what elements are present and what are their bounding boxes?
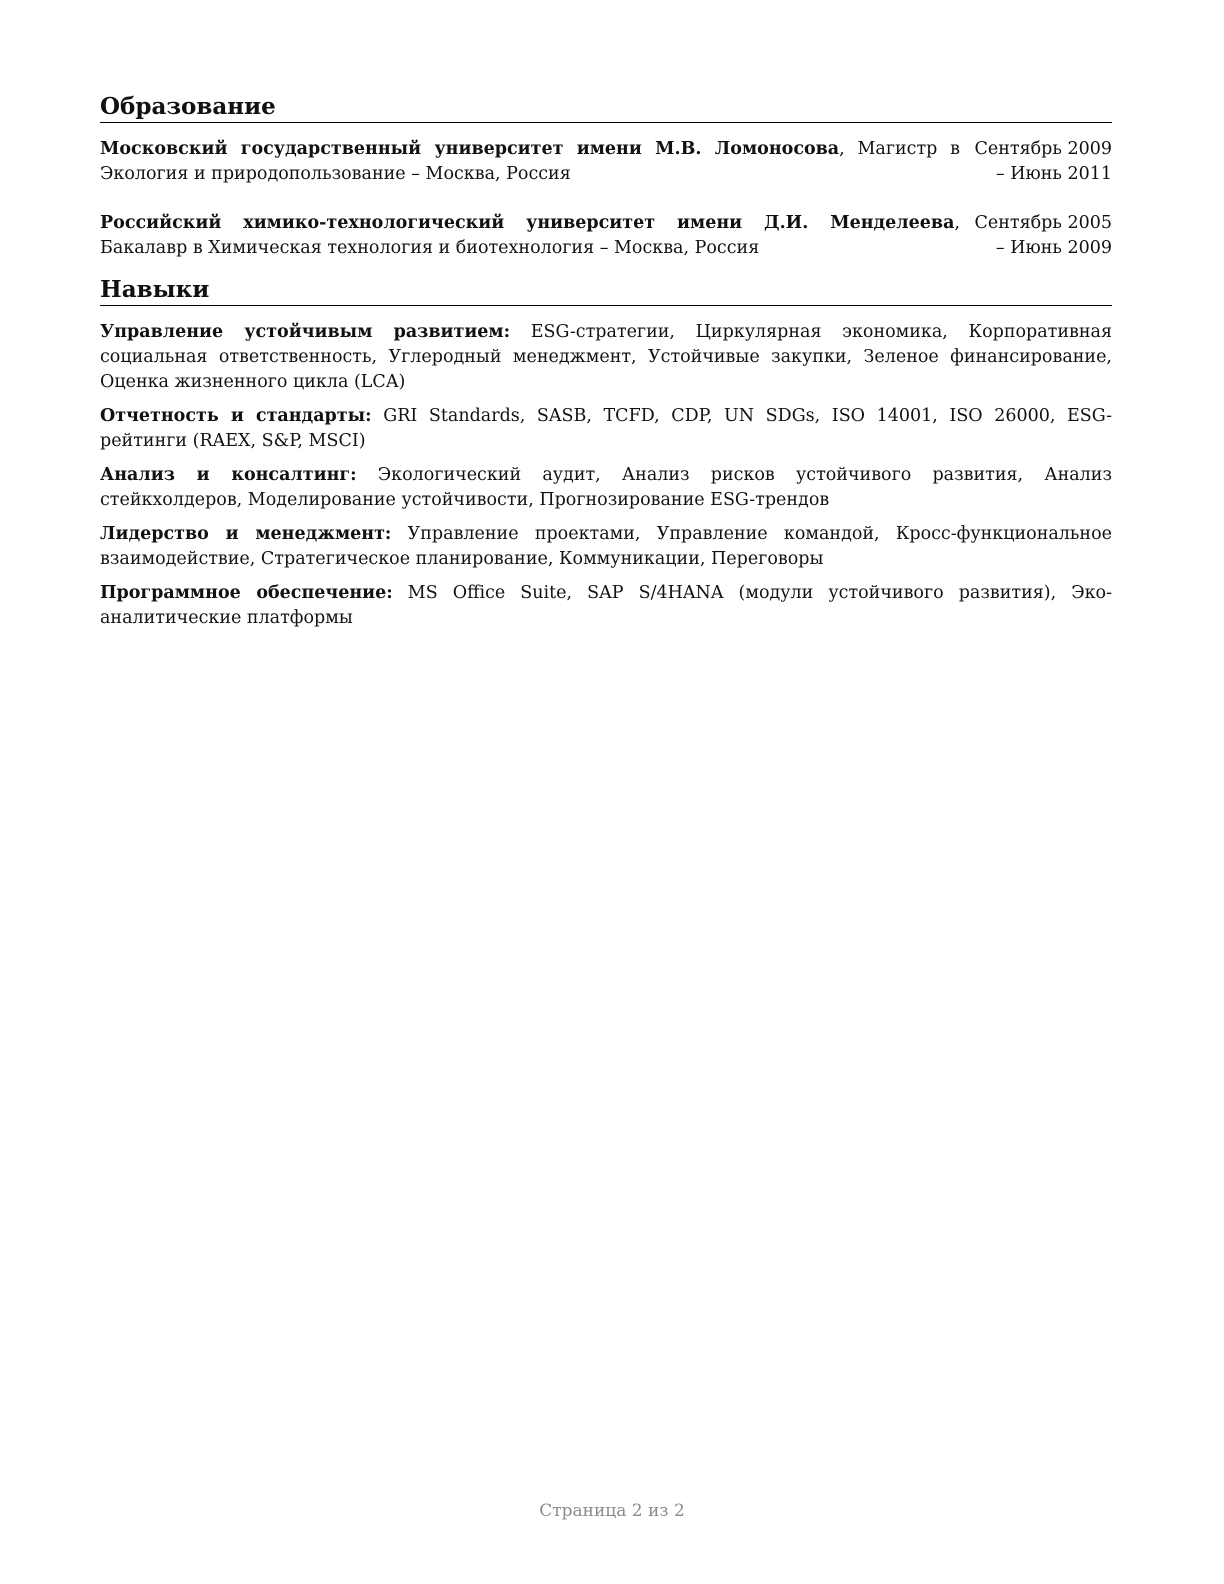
page-number: Страница 2 из 2 xyxy=(539,1501,685,1521)
skill-category: Лидерство и менеджмент: xyxy=(100,524,392,544)
skill-list: MS Office Suite, SAP S/4HANA (модули устойчивого развития), Эко-аналитические платформы xyxy=(100,583,1113,628)
skill-category: Отчетность и стандарты: xyxy=(100,406,372,426)
education-entry xyxy=(100,211,1112,261)
skills-section xyxy=(100,275,1112,631)
skill-item xyxy=(100,463,1112,513)
education-details: , Бакалавр в Химическая технология и биотехнология – Москва, Россия xyxy=(100,213,960,258)
resume-page xyxy=(100,92,1112,640)
skill-item xyxy=(100,581,1112,631)
skill-category: Управление устойчивым развитием: xyxy=(100,322,511,342)
education-institution: Российский химико-технологический университет имени Д.И. Менделеева xyxy=(100,213,955,233)
skill-category: Программное обеспечение: xyxy=(100,583,393,603)
education-entry-description xyxy=(100,137,960,187)
section-title-education: Образование xyxy=(100,92,1112,123)
education-section xyxy=(100,92,1112,261)
education-entry xyxy=(100,137,1112,187)
skill-item xyxy=(100,404,1112,454)
education-entry-description xyxy=(100,211,960,261)
skill-list: Управление проектами, Управление командой, Кросс-функциональное взаимодействие, Стратегическое планирование, Коммуникации, Переговоры xyxy=(100,524,1112,569)
skill-category: Анализ и консалтинг: xyxy=(100,465,357,485)
skill-item xyxy=(100,522,1112,572)
skill-list: Экологический аудит, Анализ рисков устойчивого развития, Анализ стейкхолдеров, Моделирование устойчивости, Прогнозирование ESG-трендов xyxy=(100,465,1112,510)
education-institution: Московский государственный университет имени М.В. Ломоносова xyxy=(100,139,840,159)
education-dates: Сентябрь 2005 – Июнь 2009 xyxy=(974,213,1112,258)
education-dates: Сентябрь 2009 – Июнь 2011 xyxy=(974,139,1112,184)
skill-list: GRI Standards, SASB, TCFD, CDP, UN SDGs, ISO 14001, ISO 26000, ESG-рейтинги (RAEX, S&P, MSCI) xyxy=(100,406,1113,451)
education-details: , Магистр в Экология и природопользование – Москва, Россия xyxy=(100,139,960,184)
skill-list: ESG-стратегии, Циркулярная экономика, Корпоративная социальная ответственность, Углеродный менеджмент, Устойчивые закупки, Зеленое финансирование, Оценка жизненного цикла (LCA) xyxy=(100,322,1112,392)
section-title-skills: Навыки xyxy=(100,275,1112,306)
skill-item xyxy=(100,320,1112,395)
